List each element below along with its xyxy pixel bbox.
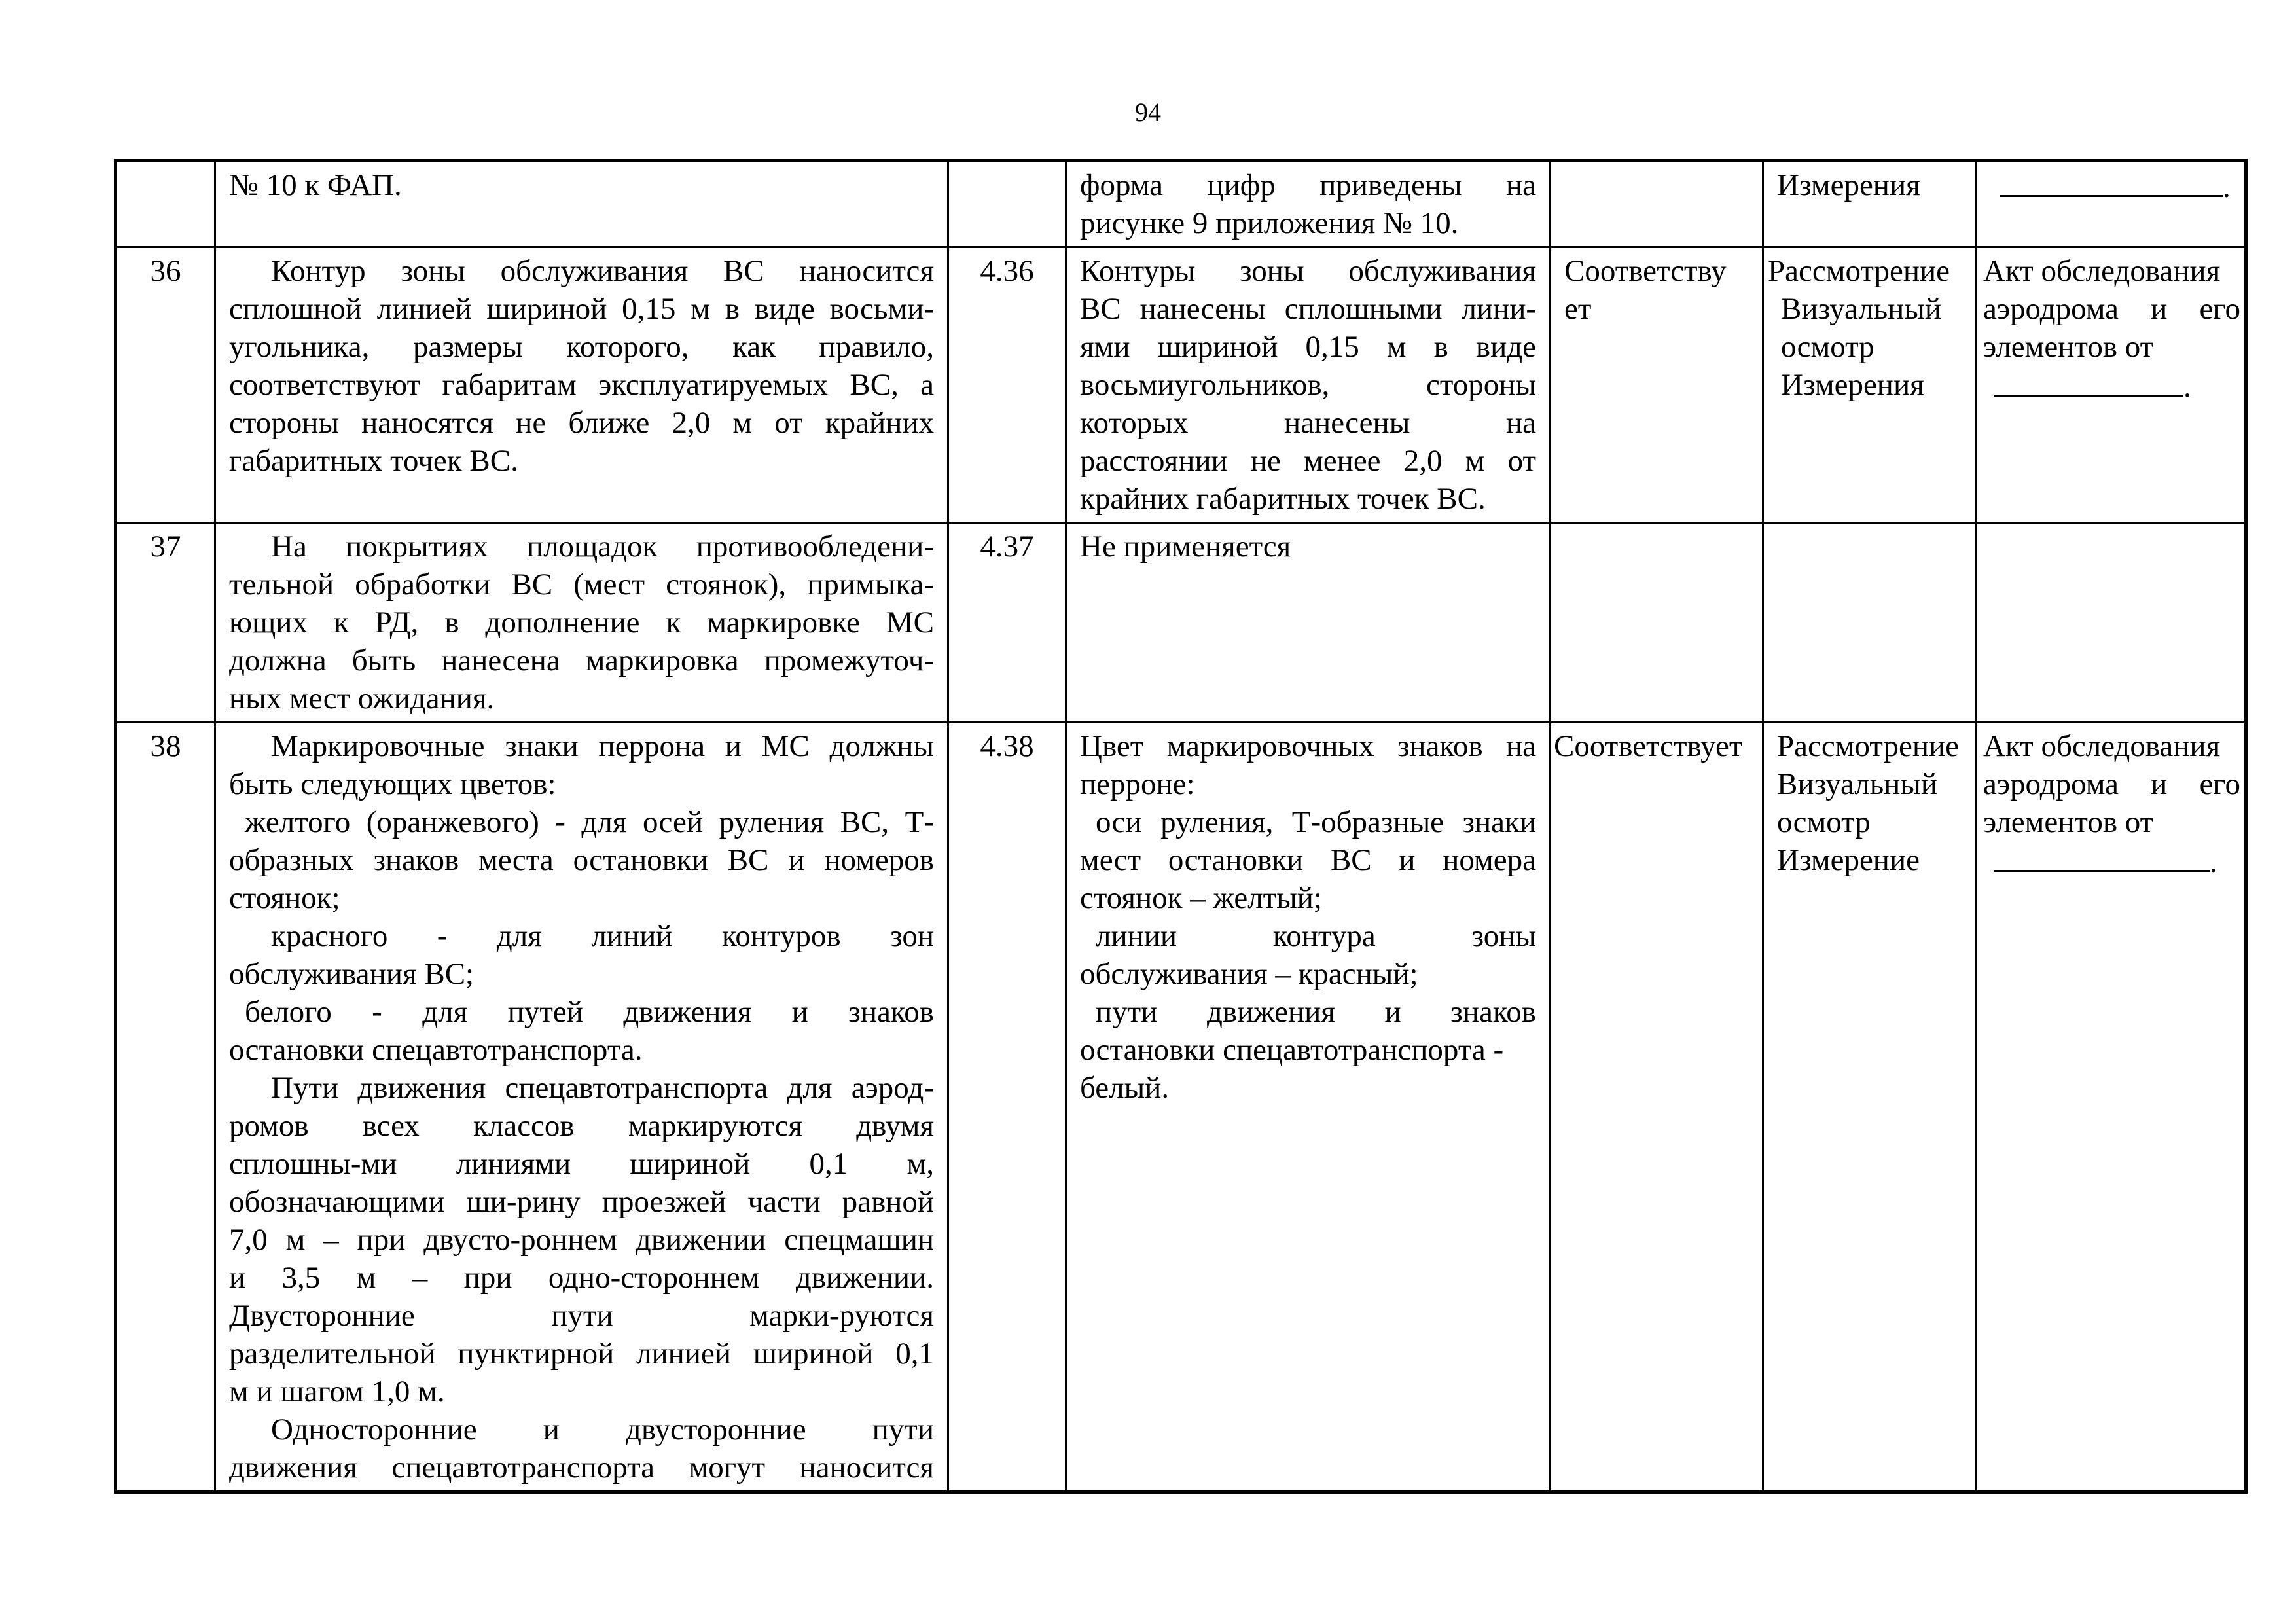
actual-line: которых нанесены на: [1080, 406, 1536, 440]
method-cell: [1763, 723, 1976, 1492]
requirement-line: ных мест ожидания.: [229, 681, 495, 715]
conformity-table: [114, 159, 2248, 1494]
document-line: Акт обследования: [1983, 729, 2221, 763]
requirement-cell: [215, 523, 948, 723]
document-blank-line: [1983, 841, 2240, 881]
requirement-cell: [215, 723, 948, 1492]
blank-dot: .: [2223, 170, 2231, 204]
actual-line: остановки спецавтотранспорта -: [1080, 1033, 1504, 1067]
actual-line: ями шириной 0,15 м в виде: [1080, 330, 1536, 364]
requirement-line: стоянок;: [229, 881, 340, 915]
method-line: Рассмотрение: [1768, 254, 1950, 288]
document-line: элементов от: [1983, 805, 2154, 839]
requirement-cell: [215, 247, 948, 523]
conformity-cell: [1551, 247, 1763, 523]
actual-cell: [1066, 161, 1551, 247]
conformity-cell: [1551, 161, 1763, 247]
row-number: 36: [116, 247, 215, 523]
document-line: аэродрома и его: [1983, 292, 2240, 326]
method-line: осмотр: [1777, 805, 1871, 839]
blank-dot: .: [2183, 370, 2191, 404]
requirement-line: красного - для линий контуров зон: [271, 919, 934, 953]
document-line: Акт обследования: [1983, 254, 2221, 288]
blank-field: [1994, 841, 2210, 872]
actual-line: оси руления, Т-образные знаки: [1096, 805, 1536, 839]
method-cell: [1763, 161, 1976, 247]
actual-cell: [1066, 723, 1551, 1492]
requirement-line: сплошной линией шириной 0,15 м в виде восьми-: [229, 292, 934, 326]
actual-line: Цвет маркировочных знаков на: [1080, 729, 1536, 763]
actual-cell: [1066, 523, 1551, 723]
blank-dot: .: [2210, 845, 2217, 879]
requirement-line: остановки спецавтотранспорта.: [229, 1033, 643, 1067]
clause-ref: 4.37: [948, 523, 1066, 723]
requirement-line: соответствуют габаритам эксплуатируемых ВС, а: [229, 368, 934, 402]
actual-line: мест остановки ВС и номера: [1080, 843, 1536, 877]
actual-line: Не применяется: [1080, 530, 1291, 564]
actual-cell: [1066, 247, 1551, 523]
requirement-line: Двусторонние пути марки-руются: [229, 1299, 934, 1333]
actual-line: форма цифр приведены на: [1080, 168, 1536, 202]
actual-line: расстоянии не менее 2,0 м от: [1080, 444, 1536, 478]
requirement-line: Контур зоны обслуживания ВС наносится: [271, 254, 934, 288]
method-line: Визуальный: [1781, 292, 1942, 326]
actual-line: стоянок – желтый;: [1080, 881, 1322, 915]
conformity-line: Соответству: [1564, 254, 1727, 288]
document-cell: [1976, 161, 2246, 247]
requirement-line: и 3,5 м – при одно-стороннем движении.: [229, 1261, 934, 1295]
table-row-continuation: [116, 161, 2246, 247]
conformity-line: Соответствует: [1554, 729, 1743, 763]
method-line: Рассмотрение: [1777, 729, 1959, 763]
requirement-line: быть следующих цветов:: [229, 767, 556, 801]
document-blank-line: [1983, 366, 2240, 406]
actual-line: белый.: [1080, 1071, 1170, 1105]
table-row-36: [116, 247, 2246, 523]
document-cell: [1976, 523, 2246, 723]
requirement-line: движения спецавтотранспорта могут наносится: [229, 1451, 934, 1485]
document-cell: [1976, 723, 2246, 1492]
requirement-line: На покрытиях площадок противообледени-: [271, 530, 934, 564]
actual-line: обслуживания – красный;: [1080, 957, 1418, 991]
clause-ref: 4.36: [948, 247, 1066, 523]
actual-line: крайних габаритных точек ВС.: [1080, 482, 1486, 516]
blank-field: [1994, 366, 2183, 397]
clause-ref: [948, 161, 1066, 247]
conformity-cell: [1551, 723, 1763, 1492]
clause-ref: 4.38: [948, 723, 1066, 1492]
requirement-line: должна быть нанесена маркировка промежуточ-: [229, 643, 934, 677]
requirement-line: № 10 к ФАП.: [229, 168, 402, 202]
requirement-line: желтого (оранжевого) - для осей руления ВС, Т-: [245, 805, 934, 839]
document-blank-line: [1990, 166, 2231, 206]
document-line: элементов от: [1983, 330, 2154, 364]
method-line: Измерения: [1777, 168, 1920, 202]
document-cell: [1976, 247, 2246, 523]
requirement-line: угольника, размеры которого, как правило,: [229, 330, 934, 364]
requirement-line: 7,0 м – при двусто-роннем движении спецмашин: [229, 1223, 934, 1257]
table-row-37: [116, 523, 2246, 723]
requirement-line: сплошны-ми линиями шириной 0,1 м,: [229, 1147, 934, 1181]
blank-field: [2000, 166, 2223, 197]
method-cell: [1763, 523, 1976, 723]
requirement-line: обслуживания ВС;: [229, 957, 475, 991]
method-line: Измерения: [1781, 368, 1924, 402]
actual-line: рисунке 9 приложения № 10.: [1080, 206, 1459, 240]
requirement-line: габаритных точек ВС.: [229, 444, 518, 478]
method-line: Измерение: [1777, 843, 1920, 877]
method-line: Визуальный: [1777, 767, 1938, 801]
requirement-line: ющих к РД, в дополнение к маркировке МС: [229, 605, 934, 640]
actual-line: перроне:: [1080, 767, 1195, 801]
row-number: [116, 161, 215, 247]
conformity-cell: [1551, 523, 1763, 723]
requirement-line: обозначающими ши-рину проезжей части равной: [229, 1185, 934, 1219]
row-number: 38: [116, 723, 215, 1492]
method-line: осмотр: [1781, 330, 1874, 364]
requirement-line: стороны наносятся не ближе 2,0 м от крайних: [229, 406, 934, 440]
requirement-line: образных знаков места остановки ВС и номеров: [229, 843, 934, 877]
requirement-cell: [215, 161, 948, 247]
requirement-line: Пути движения спецавтотранспорта для аэрод-: [271, 1071, 934, 1105]
row-number: 37: [116, 523, 215, 723]
actual-line: пути движения и знаков: [1096, 995, 1536, 1029]
requirement-line: м и шагом 1,0 м.: [229, 1375, 445, 1409]
requirement-line: тельной обработки ВС (мест стоянок), примыка-: [229, 568, 934, 602]
requirement-line: Маркировочные знаки перрона и МС должны: [271, 729, 934, 763]
actual-line: Контуры зоны обслуживания: [1080, 254, 1536, 288]
actual-line: ВС нанесены сплошными лини-: [1080, 292, 1536, 326]
actual-line: линии контура зоны: [1096, 919, 1536, 953]
conformity-line: ет: [1564, 292, 1592, 326]
table-row-38: [116, 723, 2246, 1492]
requirement-line: Односторонние и двусторонние пути: [271, 1413, 934, 1447]
requirement-line: разделительной пунктирной линией шириной 0,1: [229, 1337, 934, 1371]
page-number: 94: [1135, 98, 1161, 127]
requirement-line: ромов всех классов маркируются двумя: [229, 1109, 934, 1143]
method-cell: [1763, 247, 1976, 523]
requirement-line: белого - для путей движения и знаков: [245, 995, 934, 1029]
document-line: аэродрома и его: [1983, 767, 2240, 801]
actual-line: восьмиугольников, стороны: [1080, 368, 1536, 402]
